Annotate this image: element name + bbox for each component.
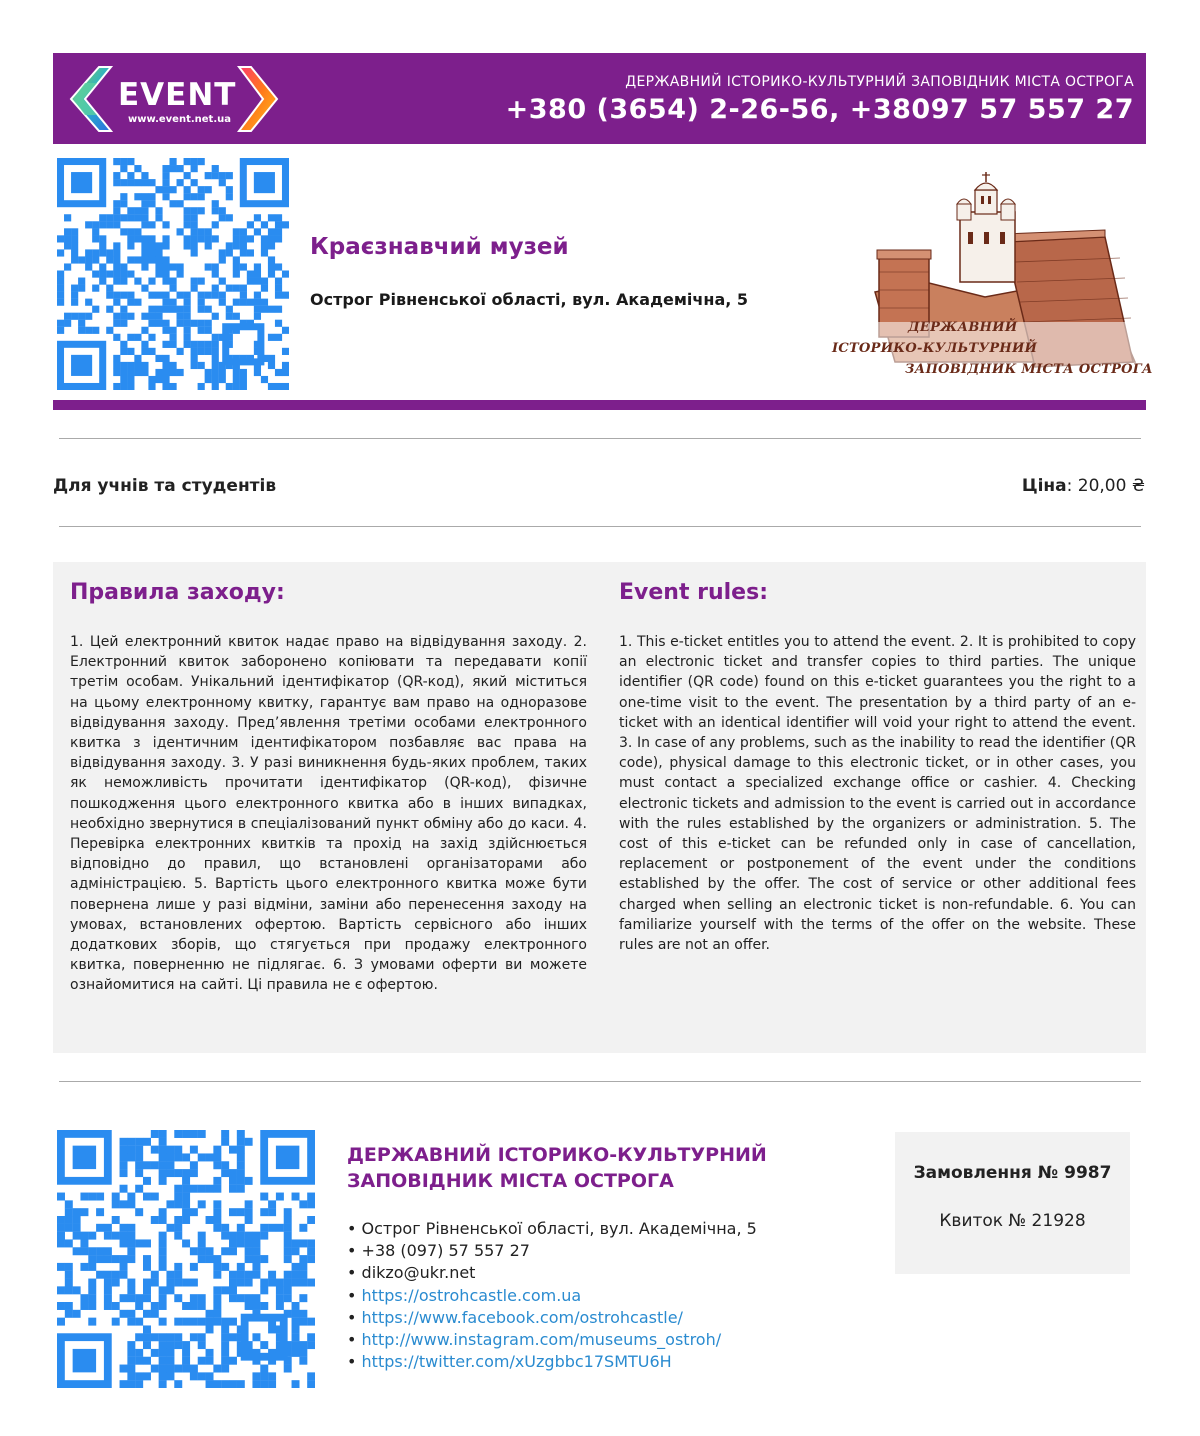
- event-logo: [63, 63, 283, 135]
- contact-address: • Острог Рівненської області, вул. Академічна, 5: [347, 1219, 757, 1238]
- reserve-logo-line1: ДЕРЖАВНИЙ: [908, 320, 1018, 335]
- ticket-price: [1022, 476, 1145, 496]
- contact-email: • dikzo@ukr.net: [347, 1263, 476, 1283]
- organizer-contacts: [347, 1218, 757, 1373]
- price-value: : 20,00 ₴: [1066, 476, 1145, 496]
- reserve-logo-line3: ЗАПОВІДНИК МІСТА ОСТРОГА: [905, 362, 1153, 377]
- event-address: Острог Рівненської області, вул. Академічна, 5: [310, 290, 749, 309]
- header-organization: ДЕРЖАВНИЙ ІСТОРИКО-КУЛЬТУРНИЙ ЗАПОВІДНИК МІСТА ОСТРОГА: [625, 74, 1134, 90]
- reserve-logo: [832, 172, 1153, 387]
- contact-instagram: • http://www.instagram.com/museums_ostroh/: [347, 1330, 722, 1350]
- contact-twitter: • https://twitter.com/xUzgbbc17SMTU6H: [347, 1352, 672, 1372]
- price-label: Ціна: [1021, 476, 1067, 496]
- divider: [59, 1081, 1141, 1082]
- twitter-link[interactable]: https://twitter.com/xUzgbbc17SMTU6H: [361, 1352, 672, 1372]
- rules-uk-text: 1. Цей електронний квиток надає право на відвідування заходу. 2. Електронний квиток заборонено копіювати та передавати копії третім особам. Унікальний ідентифікатор (QR-код), який міститься на цьому електронному квитку, гарантує вам право на одноразове відвідування заходу. Пред’явлення третіми особами електронного квитка з ідентичним ідентифікатором позбавляє вас права на відвідування заходу. 3. У разі виникнення будь-яких проблем, таких як неможливість прочитати ідентифікатор (QR-код), фізичне пошкодження цього електронного квитка або в інших випадках, необхідно звернутися в спеціалізований пункт обміну або до каси. 4. Перевірка електронних квитків та прохід на захід здійснюється відповідно до правил, що встановлені організаторами або адміністрацією. 5. Вартість цього електронного квитка може бути повернена лише у разі відміни, заміни або перенесення заходу на умовах, встановлених офертою. Вартість сервісного або інших додаткових зборів, що стягується при продажу електронного квитка, поверненню не підлягає. 6. З умовами оферти ви можете ознайомитися на сайті. Ці правила не є офертою.: [70, 634, 587, 994]
- instagram-link[interactable]: http://www.instagram.com/museums_ostroh/: [361, 1330, 722, 1350]
- rules-uk: [70, 580, 587, 996]
- header-phones: +380 (3654) 2-26-56, +38097 57 557 27: [505, 94, 1134, 125]
- rules-en-text: 1. This e-ticket entitles you to attend the event. 2. It is prohibited to copy an electronic ticket and transfer copies to third parties. The unique identifier (QR code) found on this e-ticket guarantees you the right to a one-time visit to the event. The presentation by a third party of an e-ticket with an identical identifier will void your right to attend the event. 3. In case of any problems, such as the inability to read the identifier (QR code), physical damage to this electronic ticket, or in other cases, you must contact a specialized exchange office or cashier. 4. Checking electronic tickets and admission to the event is carried out in accordance with the rules established by the organizers or administration. 5. The cost of this e-ticket can be refunded only in case of cancellation, replacement or postponement of the event under the conditions established by the offer. The cost of service or other additional fees charged when selling an electronic ticket is non-refundable. 6. You can familiarize yourself with the terms of the offer on the website. These rules are not an offer.: [619, 634, 1136, 954]
- contact-facebook: • https://www.facebook.com/ostrohcastle/: [347, 1307, 683, 1327]
- ticket-header: [53, 53, 1146, 144]
- ticket-number: Квиток № 21928: [939, 1211, 1086, 1231]
- qr-code-icon: [57, 1130, 315, 1388]
- logo-url: www.event.net.ua: [128, 114, 232, 125]
- order-box: [895, 1132, 1130, 1274]
- event-title: Краєзнавчий музей: [310, 234, 569, 260]
- purple-divider: [53, 400, 1146, 410]
- contact-phone: • +38 (097) 57 557 27: [347, 1241, 530, 1261]
- contact-site: • https://ostrohcastle.com.ua: [347, 1285, 582, 1305]
- organizer-title: ДЕРЖАВНИЙ ІСТОРИКО-КУЛЬТУРНИЙ ЗАПОВІДНИК МІСТА ОСТРОГА: [347, 1144, 767, 1192]
- logo-wordmark: EVENT: [118, 77, 237, 113]
- rules-en: [619, 580, 1136, 955]
- ticket-type: Для учнів та студентів: [53, 476, 277, 496]
- qr-code-icon: [57, 158, 289, 390]
- facebook-link[interactable]: https://www.facebook.com/ostrohcastle/: [361, 1307, 683, 1327]
- site-link[interactable]: https://ostrohcastle.com.ua: [361, 1285, 582, 1305]
- divider: [59, 438, 1141, 439]
- rules-en-title: Event rules:: [619, 580, 768, 605]
- divider: [59, 526, 1141, 527]
- reserve-logo-line2: ІСТОРИКО-КУЛЬТУРНИЙ: [832, 341, 1038, 356]
- order-number: Замовлення № 9987: [913, 1163, 1112, 1183]
- rules-panel: [53, 562, 1146, 1053]
- rules-uk-title: Правила заходу:: [70, 580, 285, 605]
